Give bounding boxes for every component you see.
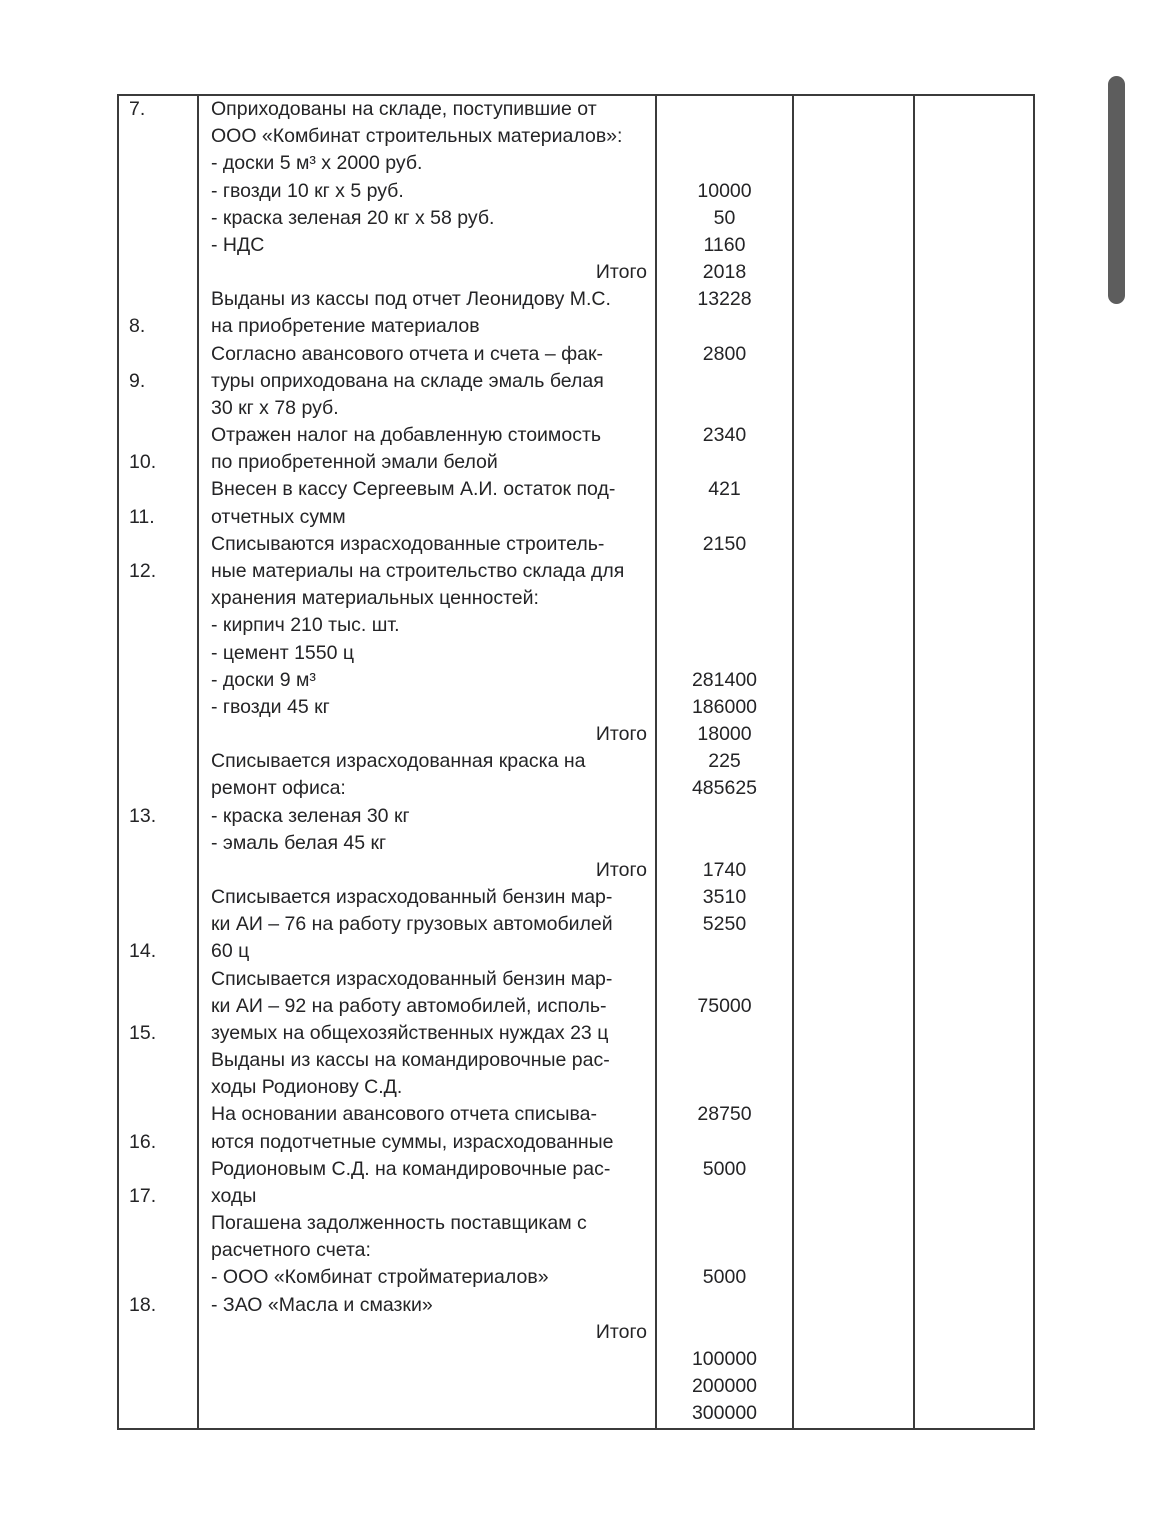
description-line xyxy=(199,1346,655,1373)
description-line: Выданы из кассы на командировочные рас- xyxy=(211,1049,610,1072)
amount-value: 28750 xyxy=(697,1103,752,1126)
entry-number xyxy=(119,1373,197,1400)
description-line: Погашена задолженность поставщикам с xyxy=(211,1212,587,1235)
amount-value xyxy=(657,966,792,993)
description-line: - доски 9 м³ xyxy=(211,668,316,691)
entry-number: 14. xyxy=(129,940,157,963)
amount-value: 2150 xyxy=(702,532,747,555)
description-line: туры оприходована на складе эмаль белая xyxy=(211,369,604,392)
amount-value: 2340 xyxy=(702,424,747,447)
description-line: Списывается израсходованная краска на xyxy=(211,750,586,773)
entry-number xyxy=(119,721,197,748)
entry-number xyxy=(119,1237,197,1264)
amount-value: 1740 xyxy=(702,858,747,881)
description-line: Родионовым С.Д. на командировочные рас- xyxy=(211,1157,611,1180)
description-line: - краска зеленая 20 кг х 58 руб. xyxy=(211,206,495,229)
amount-value xyxy=(657,313,792,340)
description-line: Итого xyxy=(595,858,647,881)
entry-number: 15. xyxy=(129,1021,157,1044)
description-line: - гвозди 45 кг xyxy=(211,695,330,718)
entry-number xyxy=(119,911,197,938)
entry-number: 12. xyxy=(129,560,157,582)
amount-value: 5000 xyxy=(702,1157,747,1180)
amount-value: 186000 xyxy=(691,695,758,718)
entry-number: 13. xyxy=(129,804,157,827)
amount-value xyxy=(657,1129,792,1156)
entry-number xyxy=(119,476,197,503)
amount-value: 421 xyxy=(708,478,741,501)
entry-number xyxy=(119,612,197,639)
amount-value xyxy=(657,123,792,150)
description-line: Выданы из кассы под отчет Леонидову М.С. xyxy=(211,288,611,311)
amount-value xyxy=(657,1210,792,1237)
description-line: - ООО «Комбинат стройматериалов» xyxy=(211,1266,549,1289)
description-line: - цемент 1550 ц xyxy=(211,641,355,664)
description-line: ки АИ – 76 на работу грузовых автомобилей xyxy=(211,913,613,936)
description-line: Списывается израсходованный бензин мар- xyxy=(211,886,613,909)
amount-value: 2800 xyxy=(702,342,747,365)
description-line: ются подотчетные суммы, израсходованные xyxy=(211,1130,614,1153)
description-line: Оприходованы на складе, поступившие от xyxy=(211,98,597,121)
entry-number xyxy=(119,232,197,259)
amount-value xyxy=(657,639,792,666)
amount-value xyxy=(657,1047,792,1074)
description-line: зуемых на общехозяйственных нуждах 23 ц xyxy=(211,1021,609,1044)
entry-number: 9. xyxy=(129,369,146,392)
column-description xyxy=(199,96,657,1428)
entry-number: 8. xyxy=(129,315,146,338)
transactions-table xyxy=(117,94,1035,1430)
description-line: - НДС xyxy=(211,233,265,256)
description-line: - ЗАО «Масла и смазки» xyxy=(211,1293,433,1316)
entry-number xyxy=(119,1047,197,1074)
column-entry-number xyxy=(119,96,199,1428)
entry-number xyxy=(119,748,197,775)
column-credit-empty xyxy=(915,96,1033,1428)
amount-value: 1160 xyxy=(703,233,746,256)
description-line: Согласно авансового отчета и счета – фак- xyxy=(211,342,603,365)
entry-number xyxy=(119,1156,197,1183)
amount-value xyxy=(657,830,792,857)
amount-value xyxy=(657,504,792,531)
amount-value: 100000 xyxy=(691,1347,758,1370)
entry-number xyxy=(119,993,197,1020)
amount-value: 13228 xyxy=(697,288,752,311)
description-line: на приобретение материалов xyxy=(211,315,480,338)
entry-number xyxy=(119,1400,197,1427)
description-line: Отражен налог на добавленную стоимость xyxy=(211,424,602,447)
amount-value: 225 xyxy=(708,750,741,773)
description-line: расчетного счета: xyxy=(211,1239,371,1262)
amount-value xyxy=(657,558,792,585)
amount-value xyxy=(657,96,792,123)
description-line: ные материалы на строительство склада для xyxy=(211,560,625,582)
amount-value xyxy=(657,1292,792,1319)
entry-number xyxy=(119,1346,197,1373)
description-line: - эмаль белая 45 кг xyxy=(211,831,387,854)
amount-value xyxy=(657,1237,792,1264)
entry-number xyxy=(119,639,197,666)
description-line: ходы Родионову С.Д. xyxy=(211,1076,403,1099)
description-line: - кирпич 210 тыс. шт. xyxy=(211,614,400,637)
entry-number xyxy=(119,422,197,449)
amount-value xyxy=(657,1319,792,1346)
amount-value: 50 xyxy=(713,206,736,229)
amount-value xyxy=(657,612,792,639)
amount-value xyxy=(657,395,792,422)
amount-value xyxy=(657,368,792,395)
amount-value xyxy=(657,1183,792,1210)
entry-number xyxy=(119,259,197,286)
description-line: по приобретенной эмали белой xyxy=(211,451,498,474)
description-line xyxy=(199,1373,655,1400)
entry-number xyxy=(119,585,197,612)
entry-number xyxy=(119,395,197,422)
entry-number: 11. xyxy=(129,505,155,528)
description-line: 30 кг х 78 руб. xyxy=(211,396,339,419)
amount-value xyxy=(657,449,792,476)
entry-number xyxy=(119,341,197,368)
entry-number: 17. xyxy=(129,1184,157,1207)
description-line: Итого xyxy=(595,723,647,746)
amount-value: 5250 xyxy=(702,913,747,936)
description-line: ООО «Комбинат строительных материалов»: xyxy=(211,125,623,148)
entry-number xyxy=(119,830,197,857)
description-line: Списываются израсходованные строитель- xyxy=(211,532,605,555)
entry-number xyxy=(119,1210,197,1237)
entry-number: 7. xyxy=(129,98,146,121)
entry-number xyxy=(119,667,197,694)
amount-value: 10000 xyxy=(697,179,752,202)
scrollbar-thumb[interactable] xyxy=(1108,76,1125,304)
column-amount xyxy=(657,96,794,1428)
entry-number xyxy=(119,694,197,721)
amount-value xyxy=(657,1020,792,1047)
entry-number xyxy=(119,286,197,313)
description-line: - доски 5 м³ х 2000 руб. xyxy=(211,152,423,175)
entry-number xyxy=(119,178,197,205)
amount-value: 281400 xyxy=(691,668,758,691)
description-line xyxy=(199,1400,655,1427)
entry-number xyxy=(119,205,197,232)
description-line: отчетных сумм xyxy=(211,505,346,528)
description-line: ки АИ – 92 на работу автомобилей, исполь- xyxy=(211,994,607,1017)
description-line: - гвозди 10 кг х 5 руб. xyxy=(211,179,404,202)
amount-value: 18000 xyxy=(697,723,752,746)
amount-value: 3510 xyxy=(702,886,747,909)
column-debit-empty xyxy=(794,96,915,1428)
amount-value: 75000 xyxy=(697,994,752,1017)
entry-number xyxy=(119,857,197,884)
amount-value: 200000 xyxy=(691,1375,758,1398)
entry-number xyxy=(119,1101,197,1128)
entry-number xyxy=(119,775,197,802)
entry-number xyxy=(119,123,197,150)
entry-number xyxy=(119,1074,197,1101)
amount-value xyxy=(657,802,792,829)
amount-value: 300000 xyxy=(691,1402,758,1425)
amount-value: 2018 xyxy=(702,261,747,284)
entry-number: 18. xyxy=(129,1293,157,1316)
amount-value xyxy=(657,938,792,965)
description-line: На основании авансового отчета списыва- xyxy=(211,1103,597,1126)
amount-value xyxy=(657,1074,792,1101)
entry-number: 16. xyxy=(129,1130,157,1153)
entry-number: 10. xyxy=(129,451,157,474)
description-line: ремонт офиса: xyxy=(211,777,346,800)
entry-number xyxy=(119,1319,197,1346)
description-line: 60 ц xyxy=(211,940,250,963)
description-line: - краска зеленая 30 кг xyxy=(211,804,410,827)
entry-number xyxy=(119,531,197,558)
description-line: ходы xyxy=(211,1184,257,1207)
description-line: Итого xyxy=(595,1320,647,1343)
amount-value xyxy=(657,150,792,177)
amount-value xyxy=(657,585,792,612)
entry-number xyxy=(119,1264,197,1291)
entry-number xyxy=(119,884,197,911)
description-line: Внесен в кассу Сергеевым А.И. остаток под- xyxy=(211,478,616,501)
amount-value: 485625 xyxy=(691,777,758,800)
amount-value: 5000 xyxy=(702,1266,747,1289)
description-line: Списывается израсходованный бензин мар- xyxy=(211,967,613,990)
entry-number xyxy=(119,150,197,177)
description-line: хранения материальных ценностей: xyxy=(211,587,539,610)
description-line: Итого xyxy=(595,261,647,284)
entry-number xyxy=(119,966,197,993)
